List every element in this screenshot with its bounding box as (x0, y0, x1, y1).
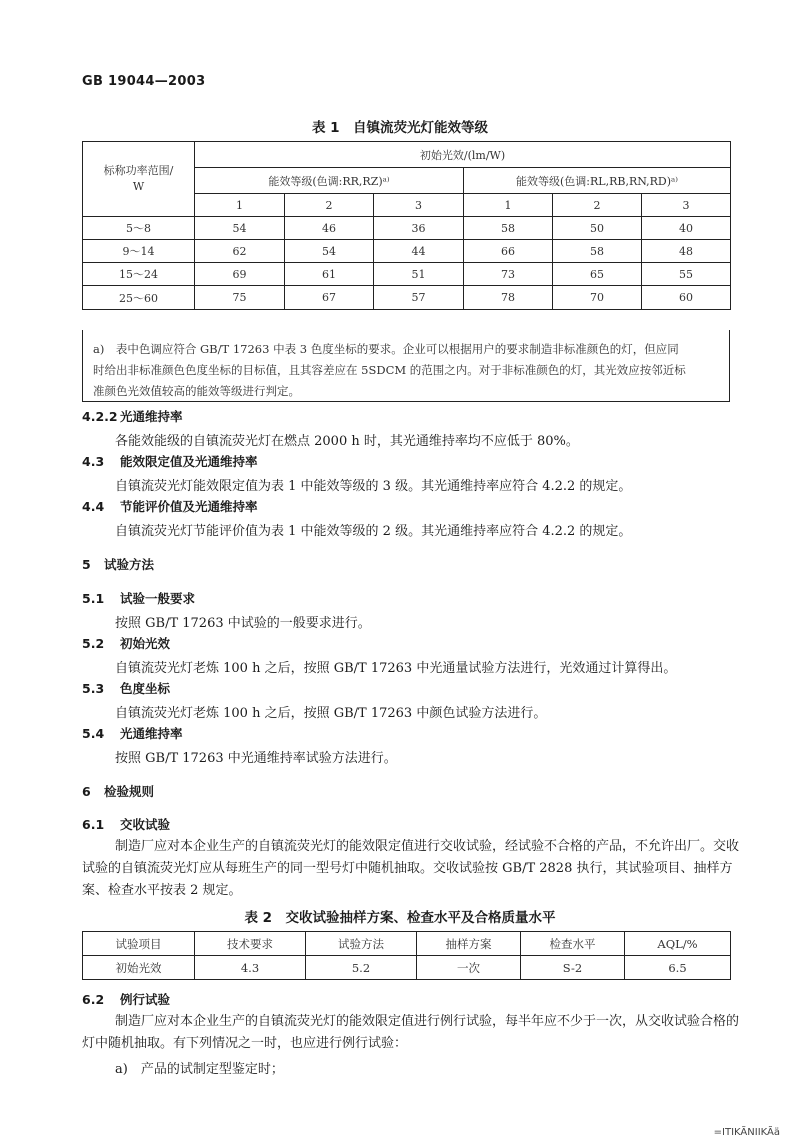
level-cell: 2 (285, 194, 374, 217)
value-cell: 78 (464, 286, 553, 310)
value-cell: 67 (285, 286, 374, 310)
value-cell: 36 (374, 217, 464, 240)
table-row (83, 286, 731, 310)
table-row (83, 263, 731, 286)
note-line: a) 表中色调应符合 GB/T 17263 中表 3 色度坐标的要求。企业可以根据用户的要求制造非标准颜色的灯，但应同 (93, 342, 679, 356)
section-heading: 4.2.2 光通维持率 (82, 409, 183, 424)
section-heading: 6 检验规则 (82, 784, 155, 799)
section-heading: 5.1 试验一般要求 (82, 591, 196, 606)
level-cell: 3 (642, 194, 731, 217)
value-cell: 54 (195, 217, 285, 240)
table1-group-header: 初始光效/(lm/W) (195, 142, 731, 168)
level-cell: 3 (374, 194, 464, 217)
list-item: a) 产品的试制定型鉴定时； (115, 1062, 284, 1077)
value-cell: 61 (285, 263, 374, 286)
value-cell: 73 (464, 263, 553, 286)
value-cell: 44 (374, 240, 464, 263)
section-text: 自镇流荧光灯老炼 100 h 之后，按照 GB/T 17263 中光通量试验方法进行，光效通过计算得出。 (115, 661, 677, 676)
table2-cell: 6.5 (625, 956, 731, 980)
range-cell: 5～8 (83, 217, 195, 240)
section-paragraph: 制造厂应对本企业生产的自镇流荧光灯的能效限定值进行交收试验，经试验不合格的产品，不允许出厂。交收试验的自镇流荧光灯应从每班生产的同一型号灯中随机抽取。交收试验按 GB/T 2828 执行，其试验项目、抽样方案、检查水平按表 2 规定。 (82, 839, 740, 898)
table2-header: AQL/% (625, 932, 731, 956)
value-cell: 66 (464, 240, 553, 263)
value-cell: 40 (642, 217, 731, 240)
section-heading: 5.2 初始光效 (82, 636, 171, 651)
value-cell: 58 (464, 217, 553, 240)
value-cell: 62 (195, 240, 285, 263)
note-line: 准颜色光效值较高的能效等级进行判定。 (93, 384, 300, 398)
table2-header: 试验方法 (306, 932, 417, 956)
section-heading: 6.2 例行试验 (82, 992, 171, 1007)
level-cell: 1 (195, 194, 285, 217)
section-heading: 4.3 能效限定值及光通维持率 (82, 454, 258, 469)
table1-note (82, 330, 730, 402)
table1-subgroup-2: 能效等级(色调:RL,RB,RN,RD)ᵃ⁾ (464, 168, 731, 194)
table-row (83, 240, 731, 263)
table-row (83, 956, 731, 980)
table2-header: 试验项目 (83, 932, 195, 956)
table2-caption: 表 2 交收试验抽样方案、检查水平及合格质量水平 (244, 910, 556, 926)
section-heading: 6.1 交收试验 (82, 817, 171, 832)
level-cell: 2 (553, 194, 642, 217)
range-cell: 9～14 (83, 240, 195, 263)
value-cell: 46 (285, 217, 374, 240)
value-cell: 58 (553, 240, 642, 263)
value-cell: 69 (195, 263, 285, 286)
section-text: 自镇流荧光灯能效限定值为表 1 中能效等级的 3 级。其光通维持率应符合 4.2.2 的规定。 (115, 479, 632, 494)
table2-cell: 一次 (417, 956, 521, 980)
value-cell: 57 (374, 286, 464, 310)
table2-cell: 5.2 (306, 956, 417, 980)
table1-row-header: 标称功率范围/ W (83, 142, 195, 217)
range-cell: 25～60 (83, 286, 195, 310)
table2-cell: S-2 (521, 956, 625, 980)
section-text: 按照 GB/T 17263 中光通维持率试验方法进行。 (115, 751, 397, 766)
value-cell: 50 (553, 217, 642, 240)
section-paragraph: 制造厂应对本企业生产的自镇流荧光灯的能效限定值进行例行试验，每半年应不少于一次，从交收试验合格的灯中随机抽取。有下列情况之一时，也应进行例行试验： (82, 1014, 740, 1051)
value-cell: 48 (642, 240, 731, 263)
value-cell: 75 (195, 286, 285, 310)
section-text: 按照 GB/T 17263 中试验的一般要求进行。 (115, 616, 371, 631)
table2 (82, 931, 731, 980)
value-cell: 51 (374, 263, 464, 286)
section-heading: 5 试验方法 (82, 557, 155, 572)
document-code: GB 19044—2003 (82, 74, 206, 89)
value-cell: 54 (285, 240, 374, 263)
value-cell: 70 (553, 286, 642, 310)
section-heading: 4.4 节能评价值及光通维持率 (82, 499, 258, 514)
section-text: 自镇流荧光灯老炼 100 h 之后，按照 GB/T 17263 中颜色试验方法进行。 (115, 706, 547, 721)
section-text: 各能效能级的自镇流荧光灯在燃点 2000 h 时，其光通维持率均不应低于 80%。 (115, 434, 579, 449)
table2-cell: 初始光效 (83, 956, 195, 980)
section-heading: 5.3 色度坐标 (82, 681, 171, 696)
table1-subgroup-1: 能效等级(色调:RR,RZ)ᵃ⁾ (195, 168, 464, 194)
section-heading: 5.4 光通维持率 (82, 726, 183, 741)
table1 (82, 141, 731, 310)
range-cell: 15～24 (83, 263, 195, 286)
table-row (83, 217, 731, 240)
level-cell: 1 (464, 194, 553, 217)
value-cell: 60 (642, 286, 731, 310)
section-text: 自镇流荧光灯节能评价值为表 1 中能效等级的 2 级。其光通维持率应符合 4.2.2 的规定。 (115, 524, 632, 539)
table1-caption: 表 1 自镇流荧光灯能效等级 (311, 120, 489, 136)
note-line: 时给出非标准颜色色度坐标的目标值，且其容差应在 5SDCM 的范围之内。对于非标准颜色的灯，其光效应按邻近标 (93, 363, 686, 377)
value-cell: 55 (642, 263, 731, 286)
table2-header: 技术要求 (195, 932, 306, 956)
page-footer-text: =ITIKÃNIIKÃä (713, 1127, 780, 1138)
table2-cell: 4.3 (195, 956, 306, 980)
table2-header: 检查水平 (521, 932, 625, 956)
table2-header: 抽样方案 (417, 932, 521, 956)
value-cell: 65 (553, 263, 642, 286)
